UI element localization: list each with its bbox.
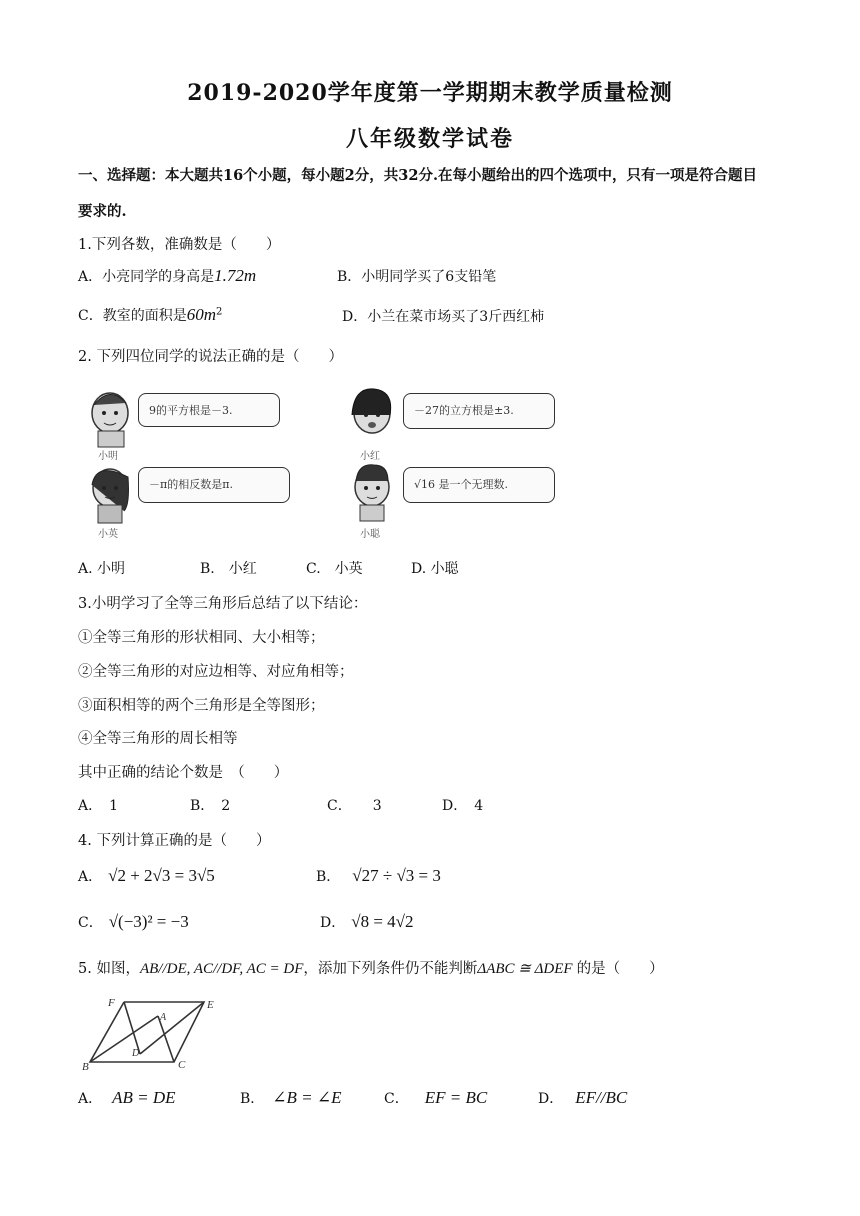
q5-option-b <box>240 1088 342 1108</box>
q5-option-b-label: B． <box>240 1091 265 1107</box>
section-instructions-line1: 一、选择题：本大题共16个小题，每小题2分，共32分.在每小题给出的四个选项中，只有一项是符合题目 <box>78 167 757 184</box>
q2-stem: 2. 下列四位同学的说法正确的是（ ） <box>78 349 343 365</box>
bubble-xiaocong <box>403 467 555 503</box>
q5-option-b-math: ∠B = ∠E <box>272 1088 342 1107</box>
q3-question: 其中正确的结论个数是 （ ） <box>78 765 289 781</box>
q4-option-c <box>78 912 189 932</box>
label-A: A <box>160 1012 167 1023</box>
q5-option-c <box>384 1088 487 1108</box>
q5-option-c-label: C． <box>384 1091 409 1107</box>
q5-stem-math: AB//DE, AC//DF, AC = DF <box>139 961 304 977</box>
bubble-xiaocong-text: √16 是一个无理数. <box>414 478 508 491</box>
label-B: B <box>82 1061 89 1072</box>
name-xiaohong: 小红 <box>360 451 380 462</box>
q1-option-c-sup: 2 <box>216 306 223 318</box>
q4-option-c-math: √(−3)² = −3 <box>108 912 189 931</box>
q2-option-c: C. 小英 <box>306 561 363 577</box>
q4-stem: 4. 下列计算正确的是（ ） <box>78 833 271 849</box>
q5-stem-math2: ΔABC ≅ ΔDEF <box>477 961 573 977</box>
q5-stem <box>78 957 664 978</box>
q4-option-d-label: D． <box>320 915 346 931</box>
q5-stem-suffix: 的是（ ） <box>576 961 664 977</box>
q3-option-a: A． 1 <box>78 798 119 814</box>
name-xiaocong: 小聪 <box>360 529 380 540</box>
section-instructions-line2: 要求的. <box>78 203 127 220</box>
q4-option-a <box>78 866 215 886</box>
q5-option-d-label: D． <box>538 1091 564 1107</box>
q5-stem-mid: ，添加下列条件仍不能判断 <box>303 961 478 977</box>
q3-statement-2: ②全等三角形的对应边相等、对应角相等； <box>78 664 354 680</box>
q3-option-c: C． 3 <box>327 798 382 814</box>
q5-stem-prefix: 5. 如图， <box>78 961 140 977</box>
q5-option-c-math: EF = BC <box>424 1088 488 1107</box>
q2-figure-right <box>348 385 548 540</box>
q1-option-c-text: C．教室的面积是 <box>78 308 187 324</box>
q4-option-b-label: B． <box>316 869 341 885</box>
q4-option-a-math: √2 + 2√3 = 3√5 <box>108 866 215 885</box>
q5-geometry-figure <box>82 992 222 1072</box>
bubble-xiaohong-text: －27的立方根是±3. <box>414 404 514 417</box>
q4-option-b-math: √27 ÷ √3 = 3 <box>352 866 441 885</box>
q1-option-c <box>78 305 222 325</box>
label-D: D <box>132 1048 140 1059</box>
q5-option-a <box>78 1088 176 1108</box>
bubble-xiaoming-text: 9的平方根是－3. <box>149 404 233 417</box>
q3-statement-4: ④全等三角形的周长相等 <box>78 731 238 747</box>
q3-statement-3: ③面积相等的两个三角形是全等图形； <box>78 698 325 714</box>
q1-option-b: B．小明同学买了6支铅笔 <box>337 269 497 285</box>
q5-option-d-math: EF//BC <box>575 1088 628 1107</box>
name-xiaoming: 小明 <box>98 451 118 462</box>
exam-subtitle: 八年级数学试卷 <box>345 126 514 152</box>
q3-stem: 3.小明学习了全等三角形后总结了以下结论： <box>78 596 368 612</box>
q4-option-d-math: √8 = 4√2 <box>351 912 414 931</box>
q5-option-d <box>538 1088 627 1108</box>
q1-option-a-math: 1.72m <box>214 266 257 285</box>
name-xiaoying: 小英 <box>98 529 118 540</box>
q1-option-a-text: A．小亮同学的身高是 <box>78 269 215 285</box>
bubble-xiaoming <box>138 393 280 427</box>
q1-option-a <box>78 266 256 286</box>
q1-stem: 1.下列各数，准确数是（ ） <box>78 237 281 253</box>
bubble-xiaoying <box>138 467 290 503</box>
q4-option-d <box>320 912 413 932</box>
bubble-xiaohong <box>403 393 555 429</box>
q4-option-a-label: A． <box>78 869 103 885</box>
q4-option-c-label: C． <box>78 915 103 931</box>
q3-statement-1: ①全等三角形的形状相同、大小相等； <box>78 630 325 646</box>
q1-option-c-math: 60m <box>186 305 216 324</box>
q2-option-a: A. 小明 <box>78 561 126 577</box>
q1-option-d: D．小兰在菜市场买了3斤西红柿 <box>342 309 545 325</box>
q5-option-a-math: AB = DE <box>112 1088 176 1107</box>
q2-option-b: B. 小红 <box>200 561 257 577</box>
q2-option-d: D. 小聪 <box>411 561 459 577</box>
label-F: F <box>108 997 115 1009</box>
exam-title: 2019-2020学年度第一学期期末教学质量检测 <box>187 80 673 106</box>
q2-figure-left <box>88 385 288 540</box>
q3-option-b: B． 2 <box>190 798 231 814</box>
bubble-xiaoying-text: －π的相反数是π. <box>149 478 233 491</box>
label-C: C <box>178 1059 186 1071</box>
q3-option-d: D． 4 <box>442 798 484 814</box>
label-E: E <box>207 999 214 1011</box>
q4-option-b <box>316 866 441 886</box>
q5-option-a-label: A． <box>78 1091 103 1107</box>
